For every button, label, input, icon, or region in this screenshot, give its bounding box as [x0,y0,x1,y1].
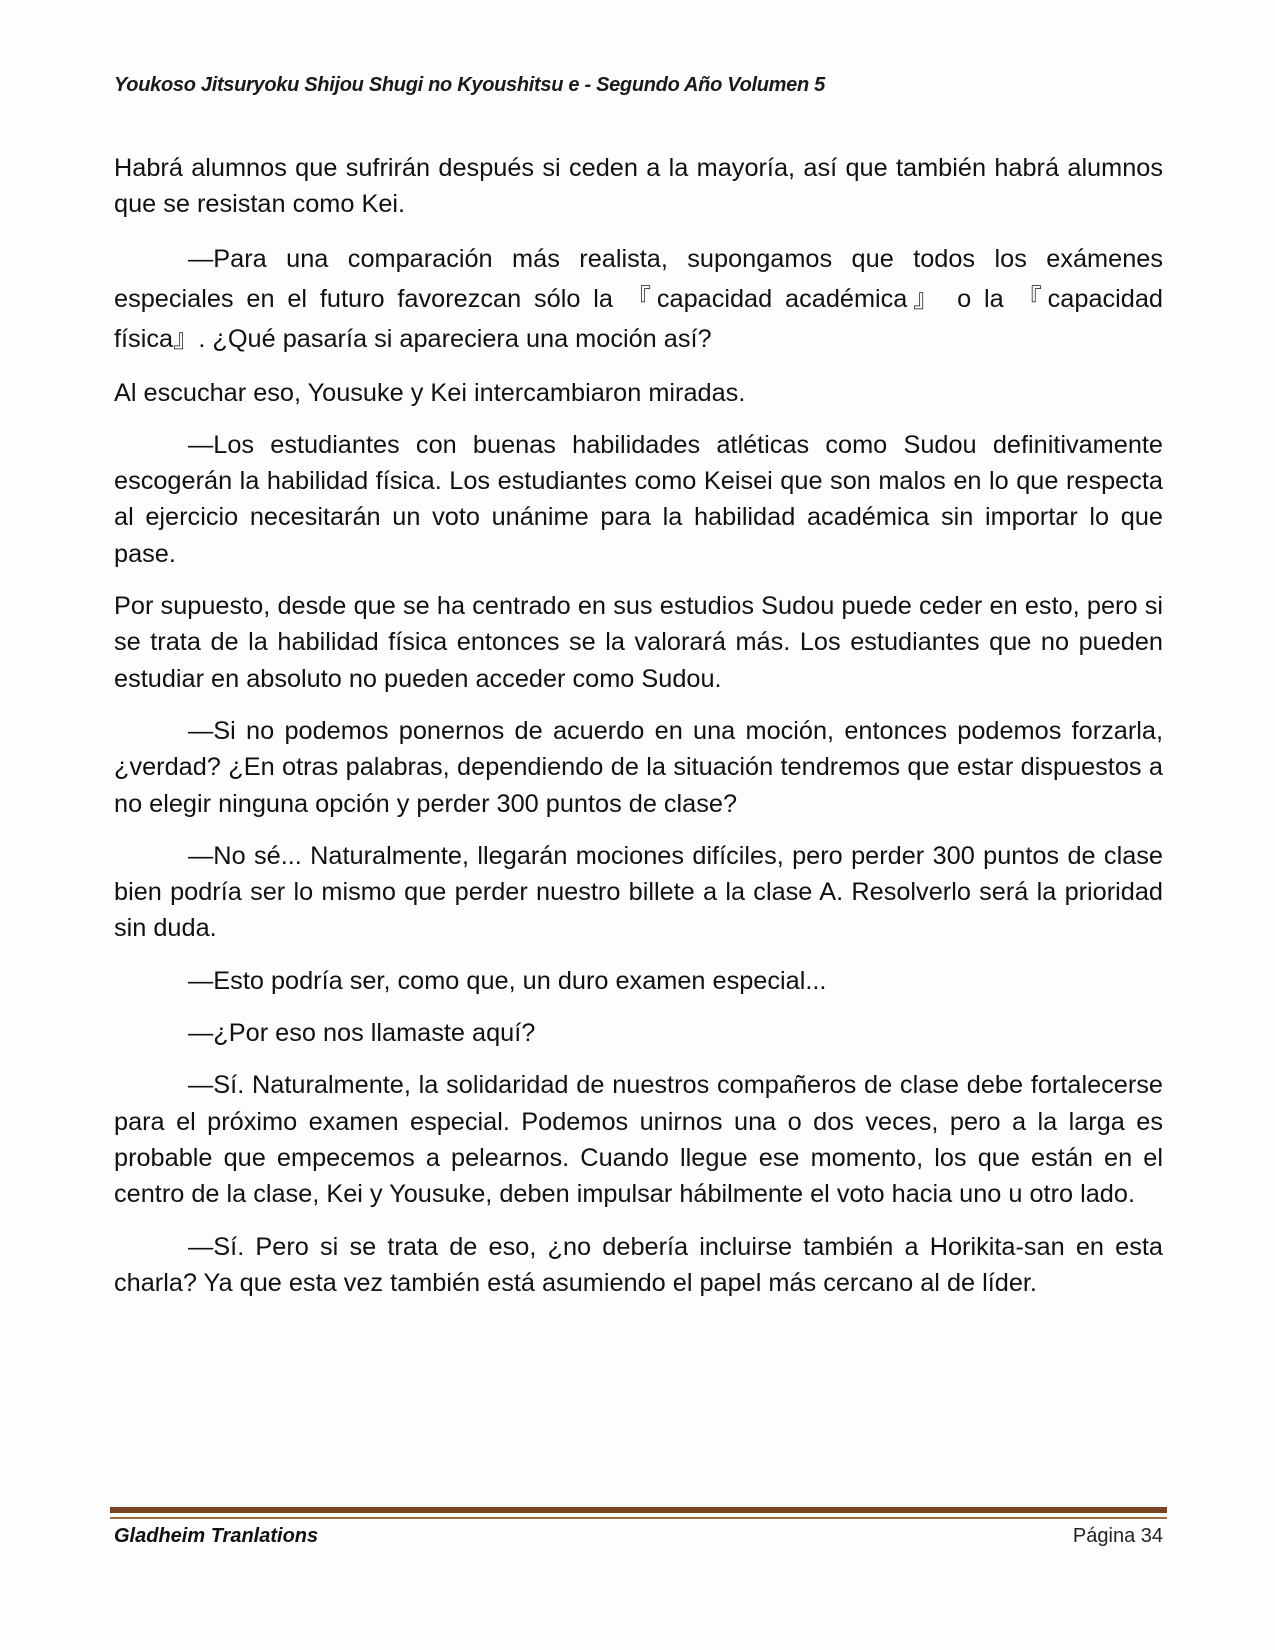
paragraph: Por supuesto, desde que se ha centrado en sus estudios Sudou puede ceder en esto, pero si se trata de la habilidad física entonces se la valorará más. Los estudiantes que no pueden estudiar en absoluto no pueden acceder como Sudou. [114,592,1163,693]
paragraph: —Los estudiantes con buenas habilidades atléticas como Sudou definitivamente escogerán la habilidad física. Los estudiantes como Keisei que son malos en lo que respecta al ejercicio necesitarán un voto unánime para la habilidad académica sin importar lo que pase. [114,430,1163,568]
footer-credit: Gladheim Tranlations [114,1525,319,1547]
paragraph: —¿Por eso nos llamaste aquí? [188,1019,536,1048]
paragraph: —Para una comparación más realista, supongamos que todos los exámenes especiales en el futuro favorezcan sólo la 『capacidad académica』 o la 『capacidad física』. ¿Qué pasaría si apareciera una moción así? [114,244,1163,353]
running-header: Youkoso Jitsuryoku Shijou Shugi no Kyoushitsu e - Segundo Año Volumen 5 [114,74,825,96]
paragraph: Al escuchar eso, Yousuke y Kei intercambiaron miradas. [114,378,746,407]
footer-rule-thin [110,1517,1167,1519]
page-number: Página 34 [1072,1525,1163,1547]
paragraph: —Esto podría ser, como que, un duro examen especial... [188,966,827,995]
paragraph: —Sí. Pero si se trata de eso, ¿no debería incluirse también a Horikita-san en esta charla? Ya que esta vez también está asumiendo el papel más cercano al de líder. [114,1232,1163,1297]
paragraph: —No sé... Naturalmente, llegarán mociones difíciles, pero perder 300 puntos de clase bien podría ser lo mismo que perder nuestro billete a la clase A. Resolverlo será la prioridad sin duda. [114,841,1163,943]
paragraph: —Sí. Naturalmente, la solidaridad de nuestros compañeros de clase debe fortalecerse para el próximo examen especial. Podemos unirnos una o dos veces, pero a la larga es probable que empecemos a pelearnos. Cuando llegue ese momento, los que están en el centro de la clase, Kei y Yousuke, deben impulsar hábilmente el voto hacia uno u otro lado. [114,1071,1163,1209]
page-body [114,150,1163,1317]
footer-rule [110,1507,1167,1513]
paragraph: —Si no podemos ponernos de acuerdo en una moción, entonces podemos forzarla, ¿verdad? ¿En otras palabras, dependiendo de la situación tendremos que estar dispuestos a no elegir ninguna opción y perder 300 puntos de clase? [114,716,1163,818]
paragraph: Habrá alumnos que sufrirán después si ceden a la mayoría, así que también habrá alumnos que se resistan como Kei. [114,154,1163,219]
